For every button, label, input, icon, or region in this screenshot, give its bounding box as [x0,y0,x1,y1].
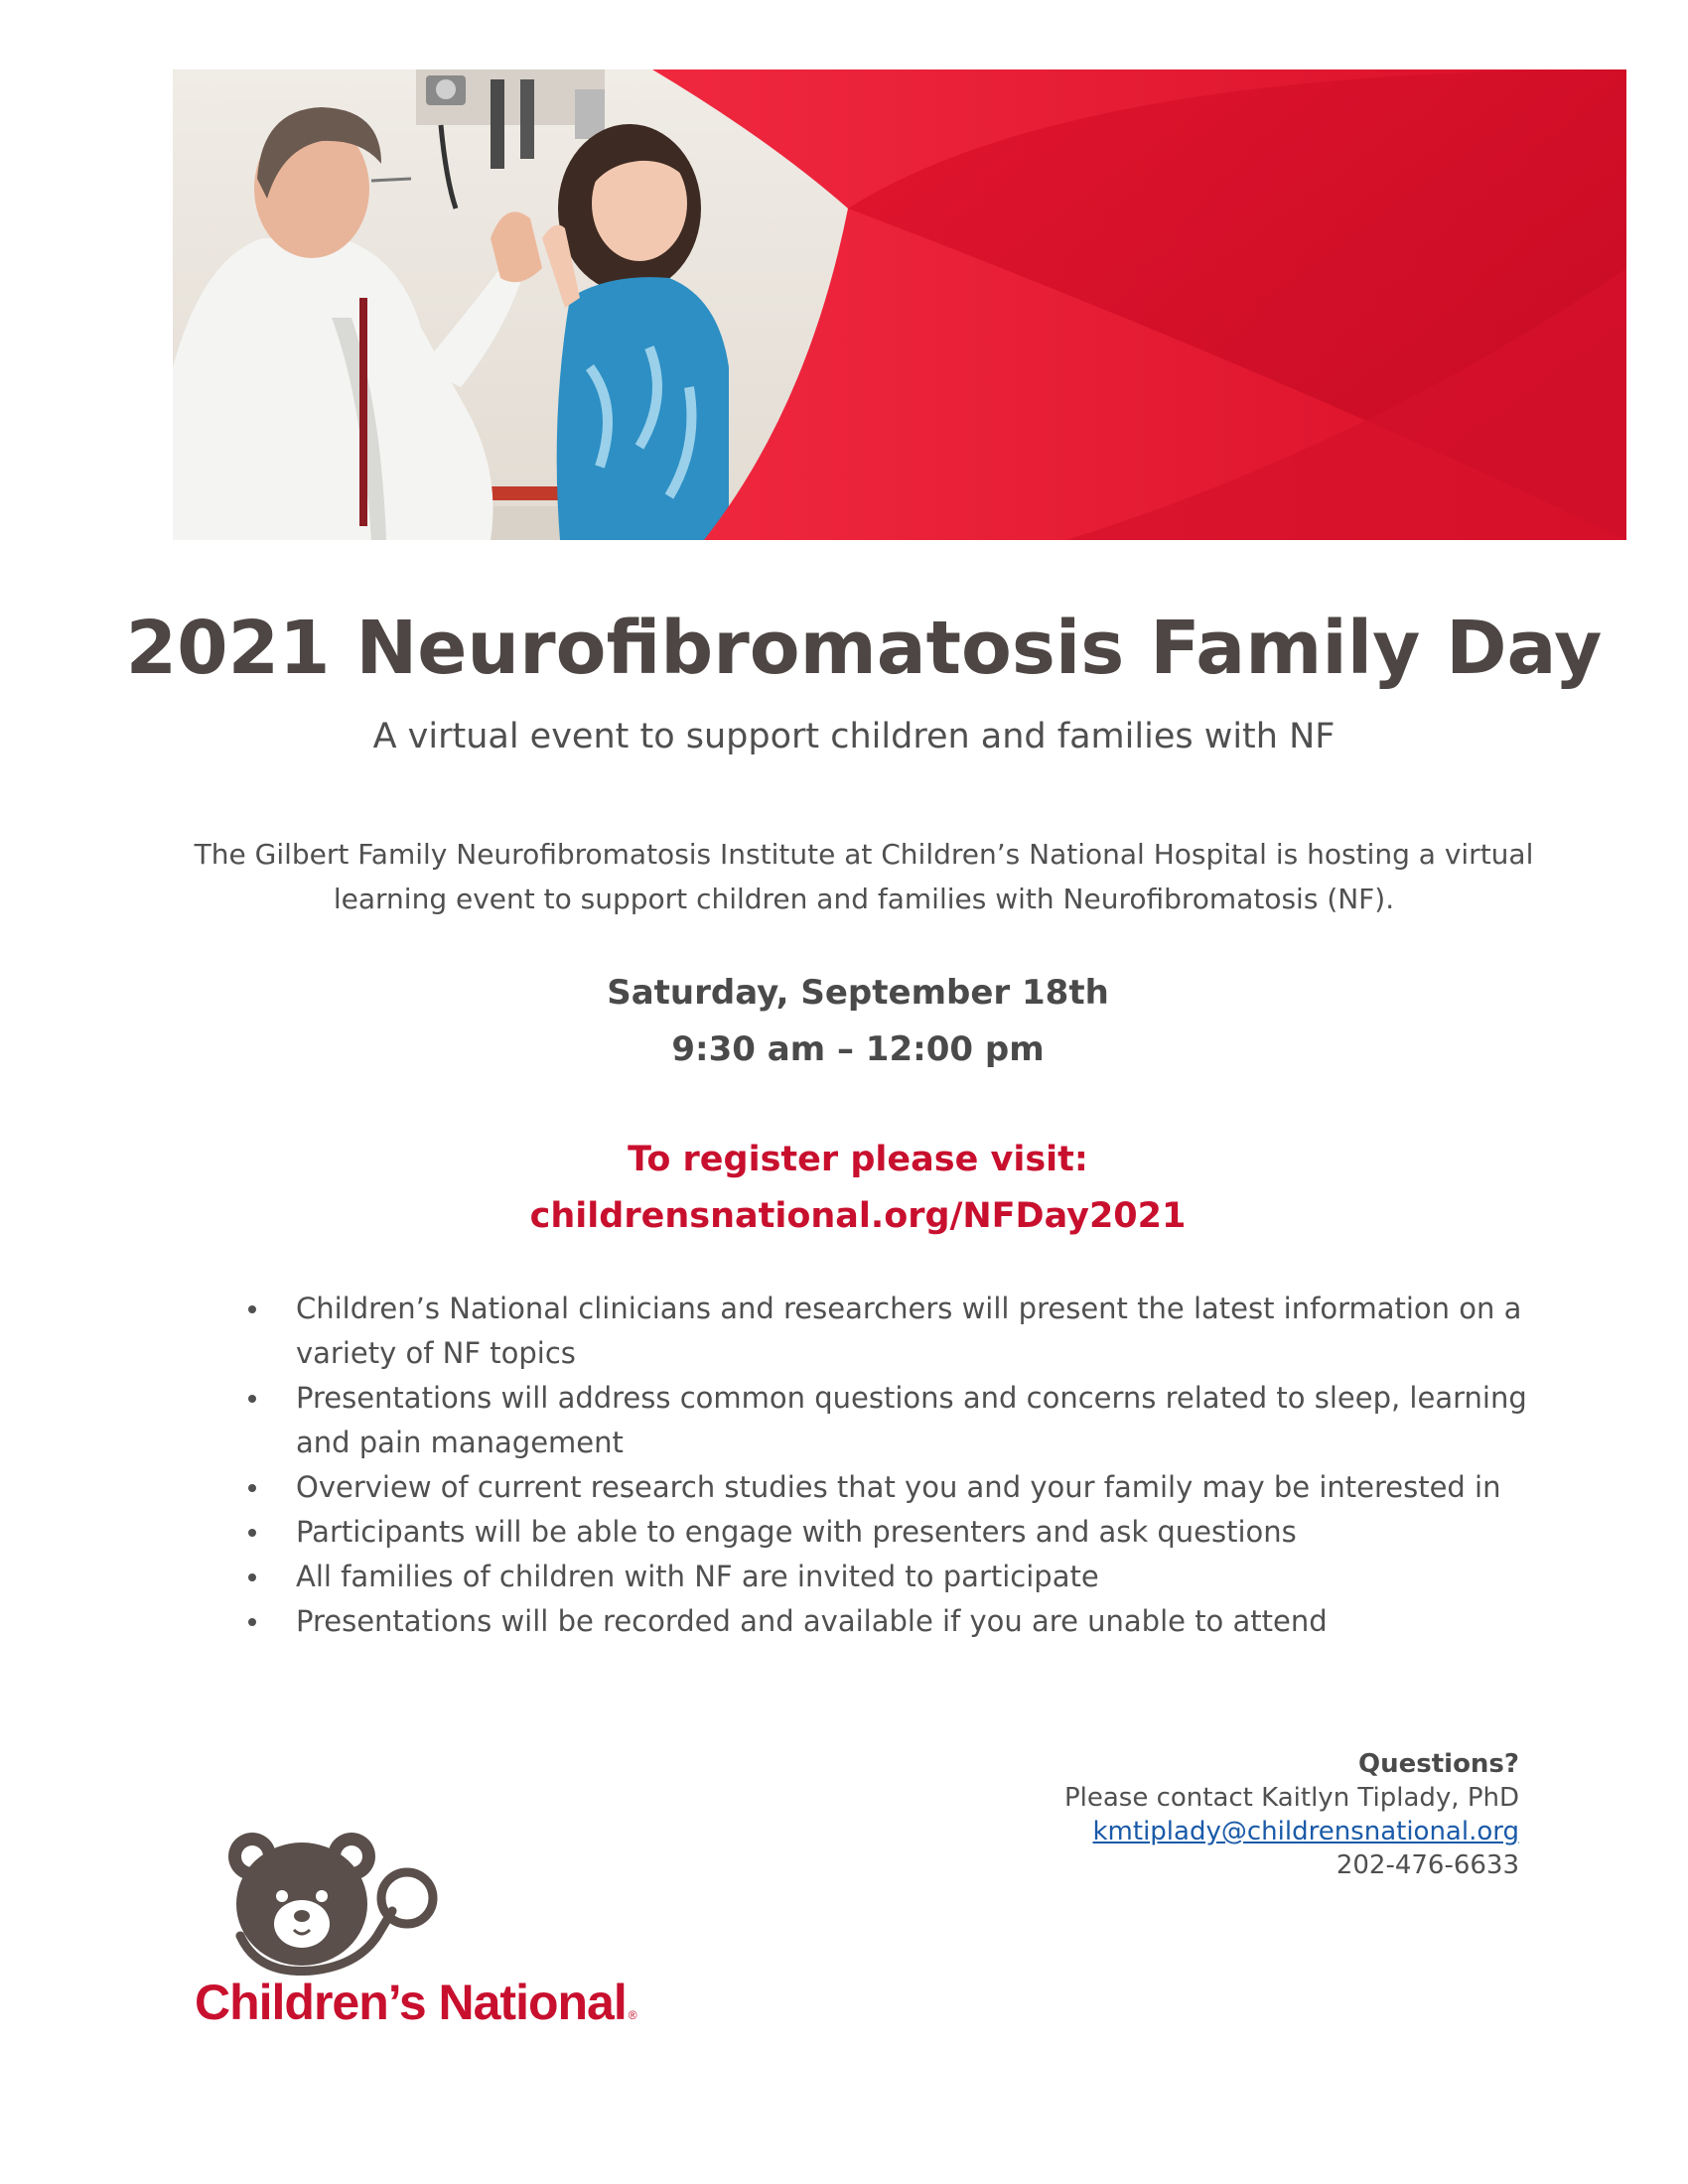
list-item [238,1465,1549,1510]
event-time: 9:30 am – 12:00 pm [671,1029,1045,1069]
contact-email-link[interactable]: kmtiplady@childrensnational.org [1092,1817,1519,1846]
bullet-icon [248,1529,256,1537]
list-item [238,1287,1549,1376]
page-subtitle: A virtual event to support children and families with NF [372,717,1336,756]
list-item-text: Children’s National clinicians and researchers will present the latest information on a variety of NF topics [296,1292,1522,1370]
list-item [238,1376,1549,1465]
register-label: To register please visit: [628,1140,1088,1179]
register-url-link[interactable]: childrensnational.org/NFDay2021 [529,1196,1187,1236]
list-item-text: Presentations will be recorded and available if you are unable to attend [296,1604,1328,1638]
bullet-icon [248,1573,256,1581]
contact-phone: 202-476-6633 [1336,1850,1519,1880]
bullet-icon [248,1305,256,1313]
contact-heading: Questions? [1358,1749,1519,1779]
event-date: Saturday, September 18th [607,973,1109,1013]
hero-banner [173,69,1626,540]
list-item-text: All families of children with NF are invited to participate [296,1560,1099,1593]
logo-text: Children’s National [195,1975,627,2030]
registration-info [0,1132,1688,1245]
list-item [238,1599,1549,1644]
contact-name: Please contact Kaitlyn Tiplady, PhD [1063,1783,1519,1813]
bullet-icon [248,1618,256,1626]
list-item-text: Presentations will address common questions and concerns related to sleep, learning and pain management [296,1381,1527,1459]
event-highlights-list [238,1287,1549,1644]
page-title: 2021 Neurofibromatosis Family Day [125,606,1603,691]
childrens-national-logo [195,1827,711,2030]
list-item [238,1510,1549,1555]
bullet-icon [248,1395,256,1403]
intro-paragraph: The Gilbert Family Neurofibromatosis Institute at Children’s National Hospital is hosting a virtual learning event to support children and families with Neurofibromatosis (NF). [194,838,1534,915]
bear-stethoscope-icon [218,1827,447,1976]
logo-wordmark [195,1974,636,2031]
list-item [238,1555,1549,1599]
hero-photo-image [173,69,1626,540]
bullet-icon [248,1484,256,1492]
event-datetime [0,965,1688,1078]
list-item-text: Overview of current research studies that you and your family may be interested in [296,1470,1501,1504]
registered-mark: ® [628,2008,636,2022]
contact-block [894,1747,1519,1882]
list-item-text: Participants will be able to engage with presenters and ask questions [296,1515,1297,1549]
